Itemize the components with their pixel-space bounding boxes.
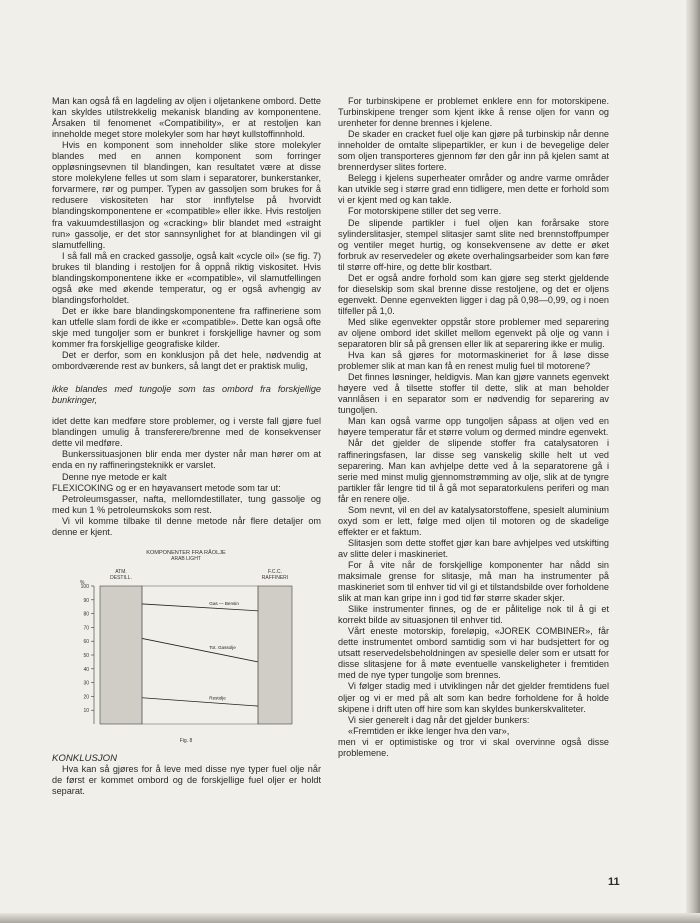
paragraph: Hva kan så gjøres for å leve med disse nye typer fuel olje når de først er kommet ombord og de forskjellige fuel oljer er holdt separat. [52, 763, 321, 796]
paragraph: Man kan også varme opp tungoljen såpass at oljen ved en høyere temperatur får et større volum og dermed mindre egenvekt. [338, 416, 609, 438]
paragraph: For å vite når de forskjellige komponenter har nådd sin maksimale grense for slitasje, må man ha instrumenter på maskineriet som til enhver tid vil gi et tilstandsbilde over forholdene slik at man kan gripe inn i god tid før større skader skjer. [338, 559, 609, 604]
paragraph: Det finnes løsninger, heldigvis. Man kan gjøre vannets egenvekt høyere ved å tilsette stoffer til dette, slik at man beholder vannlåsen i en separator som er nødvendig for separering av tungoljen. [338, 372, 609, 416]
paragraph: Med slike egenvekter oppstår store problemer med separering av oljene ombord idet skillet mellom egenvekt på olje og vann i separatoren blir så på grensen eller lik at separering ikke er mulig. [338, 316, 609, 350]
right-bar-label: RAFFINERI [261, 574, 289, 581]
y-tick-label: 10 [83, 707, 89, 714]
y-tick-label: 90 [83, 597, 89, 604]
paragraph: FLEXICOKING og er en høyavansert metode som tar ut: [52, 482, 281, 493]
conclusion-heading: KONKLUSJON [52, 752, 118, 764]
y-tick-label: 50 [83, 652, 89, 659]
series-line [142, 604, 258, 611]
paragraph: De skader en cracket fuel olje kan gjøre på turbinskip når denne inneholder de omtalte slipepartikler, er kun i de bevegelige deler som oljen transporteres gjennom før den går inn på kjelen samt at brennerdyser slites fortere. [338, 129, 609, 173]
paragraph: Petroleumsgasser, nafta, mellomdestillater, tung gassolje og med kun 1 % petroleumskoks som rest. [52, 493, 321, 515]
series-label: Gas — Bensin [209, 600, 239, 606]
y-tick-label: 100 [80, 583, 89, 590]
y-tick-label: 40 [83, 666, 89, 673]
paragraph: Vi vil komme tilbake til denne metode når flere detaljer om denne er kjent. [52, 515, 321, 537]
paragraph: Bunkerssituasjonen blir enda mer dyster når man hører om at enda en ny raffineringsteknikk er varslet. [52, 449, 321, 471]
paragraph: For turbinskipene er problemet enklere enn for motorskipene. Turbinskipene trenger som kjent ikke å rense oljen for vann og urenheter for denne brennes i kjelene. [338, 96, 609, 129]
paragraph: Slike instrumenter finnes, og de er pålitelige nok til å gi et korrekt bilde av situasjonen til enhver tid. [338, 604, 609, 626]
figure-caption: Fig. 8 [179, 737, 193, 744]
series-label: Tot. Gassolje [209, 644, 236, 650]
paragraph: Belegg i kjelens superheater områder og andre varme områder kan utvikle seg i større grad enn tidligere, men dette er forhold som vi er kjent med og kan takle. [338, 173, 609, 206]
paragraph: Denne nye metode er kalt [62, 471, 167, 482]
series-label: Restolje [209, 695, 226, 701]
paragraph: men vi er optimistiske og tror vi skal overvinne også disse problemene. [338, 736, 609, 758]
paragraph: Man kan også få en lagdeling av oljen i oljetankene ombord. Dette kan skyldes utilstrekkelig mekanisk blanding av komponentene. Årsaken til fenomenet «Compatibility», er at restoljen kan inneholde meget store molekyler som har høyt kullstoffinnhold. [52, 96, 321, 140]
y-tick-label: 30 [83, 680, 89, 687]
y-tick-label: 20 [83, 694, 89, 701]
chart-title: KOMPONENTER FRA RÅOLJE [146, 549, 226, 556]
right-column [338, 96, 609, 759]
page-bottom-edge [0, 913, 700, 923]
right-bar-label: F.C.C. [268, 568, 282, 575]
page-edge [686, 0, 700, 923]
paragraph: Hvis en komponent som inneholder slike store molekyler blandes med en annen komponent som forringer oppløsningsevnen til blandingen, kan resultatet være at disse store molekylene felles ut som slam i separatorer, bunkerstanker, forvarmere, rør og pumper. Typen av gassoljen som brukes for å redusere viskositeten har stor innflytelse på hvorvidt blandingskomponentene er «compatible» eller ikke. Hvis restoljen fra vakuumdestillasjon og «cracking» blir blandet med «straight run» gassolje, er det stor sannsynlighet for at blandingen vil gi slamutfelling. [52, 140, 321, 250]
chart-subtitle: ARAB LIGHT [171, 555, 201, 562]
paragraph: I så fall må en cracked gassolje, også kalt «cycle oil» (se fig. 7) brukes til blanding i restoljen for å oppnå riktig viskositet. Hvis blandingskomponentene ikke er «compatible», vil slamutfellingen også øke med økende temperatur, og er også avhengig av blandingsforholdet. [52, 250, 321, 305]
paragraph: Vi følger stadig med i utviklingen når det gjelder fremtidens fuel oljer og vi er med på alt som kan bedre forholdene for å holde skipene i drift uten off hire som kan skyldes bunkerskvaliteter. [338, 681, 609, 714]
left-bar-label: ATM. [115, 568, 127, 575]
y-tick-label: 80 [83, 611, 89, 618]
paragraph: Som nevnt, vil en del av katalysatorstoffene, spesielt aluminium oxyd som er lett, følge med oljen til motoren og de skadelige effekter er et faktum. [338, 504, 609, 537]
plot-frame [142, 586, 258, 724]
paragraph: Det er derfor, som en konklusjon på det hele, nødvendig at ombordværende rest av bunkers, så langt det er praktisk mulig, [52, 350, 321, 372]
italic-heading: ikke blandes med tungolje som tas ombord fra forskjellige bunkringer, [52, 384, 321, 406]
paragraph: Hva kan så gjøres for motormaskineriet for å løse disse problemer slik at man kan få en renest mulig fuel til motorene? [338, 350, 609, 372]
right-bar [258, 586, 292, 724]
left-column [52, 96, 321, 797]
left-bar-label: DESTILL. [110, 574, 132, 581]
paragraph: Det er ikke bare blandingskomponentene fra raffineriene som kan utfelle slam fordi de ikke er «compatible». Dette kan også ofte skje med tungoljer som er bunkret i forskjellige havner og som kommer fra forskjellige geografiske kilder. [52, 305, 321, 350]
y-unit-label: % [80, 579, 85, 586]
paragraph: De slipende partikler i fuel oljen kan forårsake store sylinderslitasjer, stempel slitasjer samt slite ned brennstoffpumper og ventiler meget hurtig, og konsekvensene av dette er øket forbruk av reservedeler og økete overhalingsarbeider som kan føre til større off-hire, og dette blir kostbart. [338, 217, 609, 272]
paragraph: Vårt eneste motorskip, foreløpig, «JOREK COMBINER», får dette instrumentet ombord samtidig som vi har budsjettert for og utsatt reservedelsbeholdningen av spesielle deler som er utsatt for disse slitasjene for å møte eventuelle vanskeligheter i fremtiden med de nye typer tungolje som brennes. [338, 626, 609, 681]
series-line [142, 638, 258, 661]
component-chart [52, 546, 321, 746]
paragraph: «Fremtiden er ikke lenger hva den var», [348, 725, 510, 736]
paragraph: Vi sier generelt i dag når det gjelder bunkers: [348, 714, 530, 725]
y-tick-label: 70 [83, 625, 89, 632]
left-bar [100, 586, 142, 724]
paragraph: idet dette kan medføre store problemer, og i verste fall gjøre fuel blandingen umulig å transferere/brenne med de konsekvenser dette vil medføre. [52, 416, 321, 449]
page-number: 11 [608, 876, 620, 888]
paragraph: Det er også andre forhold som kan gjøre seg sterkt gjeldende for dieselskip som skal brenne disse restoljene, og det er oljens egenvekt. Denne egenvekten ligger i dag på 0,98—0,99, og i noen tilfeller på 1,0. [338, 272, 609, 316]
figure-8 [52, 546, 321, 749]
y-tick-label: 60 [83, 638, 89, 645]
paragraph: Når det gjelder de slipende stoffer fra catalysatoren i raffineringsfasen, lar disse seg vanskelig skille helt ut ved separering. Man kan avhjelpe dette ved å la separatorene gå i serie med minst mulig gjennomstrømming av olje, slik at de tyngre partikler får lengre tid til å gå mot separatorkulens periferi og man får en renere olje. [338, 438, 609, 504]
paragraph: Slitasjen som dette stoffet gjør kan bare avhjelpes ved utskifting av slitte deler i maskineriet. [338, 537, 609, 559]
paragraph: For motorskipene stiller det seg verre. [348, 206, 502, 217]
series-line [142, 698, 258, 706]
